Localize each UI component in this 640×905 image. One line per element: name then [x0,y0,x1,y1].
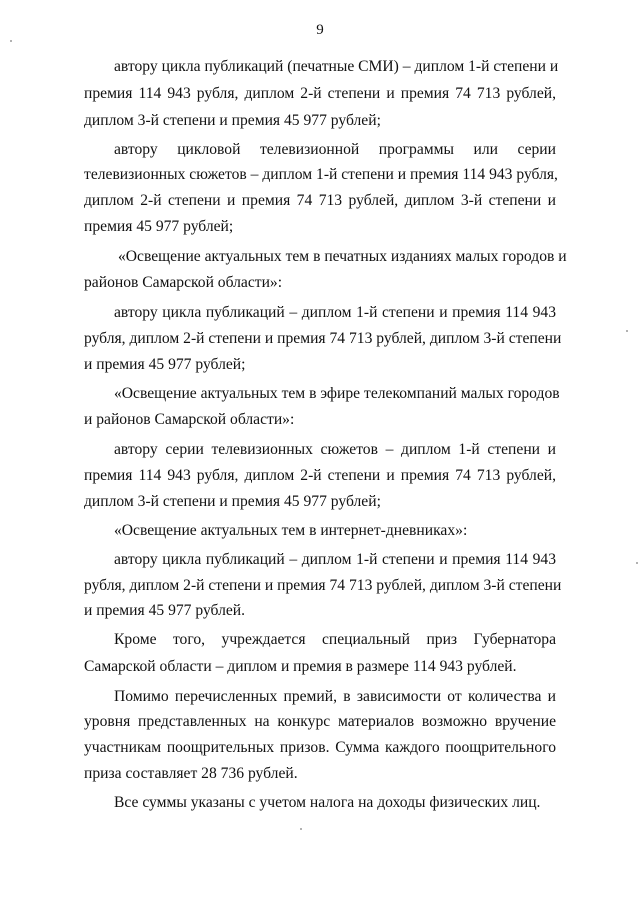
text-line: приза составляет 28 736 рублей. [84,765,298,782]
text-line: автору серии телевизионных сюжетов – диплом 1-й степени и [114,441,556,458]
text-line: районов Самарской области»: [84,274,283,291]
scan-speck [10,40,12,42]
text-line: премия 114 943 рубля, диплом 2-й степени и премия 74 713 рублей, [84,467,556,484]
text-line: и районов Самарской области»: [84,411,295,428]
text-line: автору цикла публикаций (печатные СМИ) – диплом 1-й степени и [114,58,559,75]
text-line: и премия 45 977 рублей; [84,356,246,373]
text-line: премия 45 977 рублей; [84,218,234,235]
text-line: диплом 2-й степени и премия 74 713 рублей, диплом 3-й степени и [84,192,556,209]
text-line: участникам поощрительных призов. Сумма каждого поощрительного [84,739,556,756]
text-line: и премия 45 977 рублей. [84,602,246,619]
scan-speck [300,828,302,830]
scan-speck [626,330,628,332]
text-line: Кроме того, учреждается специальный приз Губернатора [114,631,556,648]
text-line: рубля, диплом 2-й степени и премия 74 713 рублей, диплом 3-й степени [84,577,562,594]
text-line: «Освещение актуальных тем в эфире телекомпаний малых городов [114,385,560,402]
text-line: уровня представленных на конкурс материалов возможно вручение [84,713,556,730]
text-line: телевизионных сюжетов – диплом 1-й степени и премия 114 943 рубля, [84,166,558,183]
scan-speck [636,562,638,564]
text-line: автору цикла публикаций – диплом 1-й степени и премия 114 943 [114,304,556,321]
text-line: Все суммы указаны с учетом налога на доходы физических лиц. [114,794,541,811]
text-line: рубля, диплом 2-й степени и премия 74 713 рублей, диплом 3-й степени [84,330,562,347]
text-line: «Освещение актуальных тем в интернет-дневниках»: [114,522,468,539]
text-line: Самарской области – диплом и премия в размере 114 943 рублей. [84,658,517,675]
text-line: автору цикла публикаций – диплом 1-й степени и премия 114 943 [114,551,556,568]
text-line: диплом 3-й степени и премия 45 977 рублей; [84,493,381,510]
text-line: диплом 3-й степени и премия 45 977 рублей; [84,112,381,129]
text-line: премия 114 943 рубля, диплом 2-й степени и премия 74 713 рублей, [84,85,556,102]
text-line: Помимо перечисленных премий, в зависимости от количества и [114,688,556,705]
page-number: 9 [316,22,324,38]
text-line: автору цикловой телевизионной программы или серии [114,141,556,158]
text-line: «Освещение актуальных тем в печатных изданиях малых городов и [118,248,567,265]
